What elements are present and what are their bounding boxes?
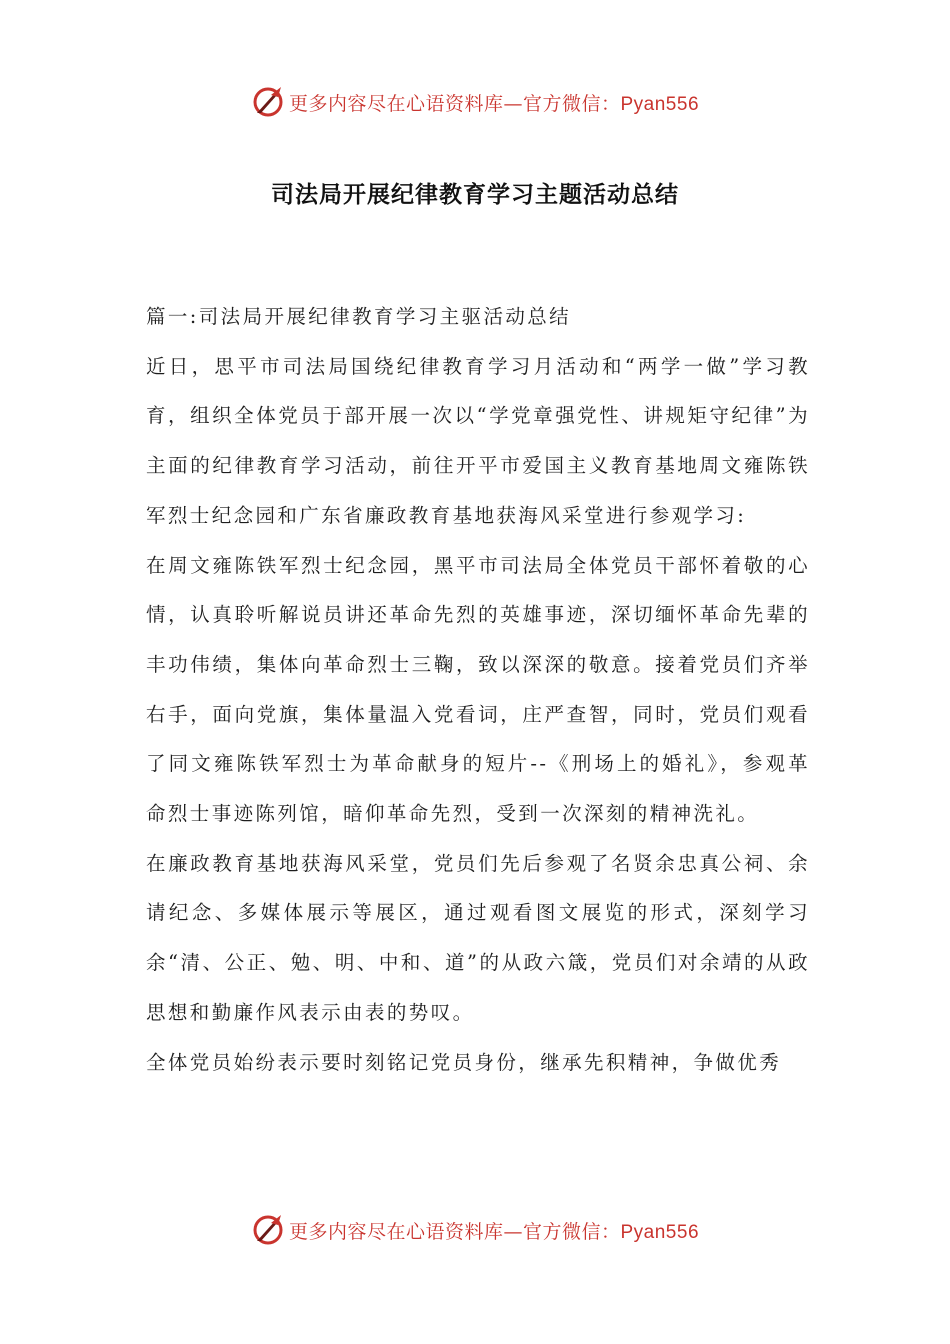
banner-text: 更多内容尽在心语资料库—官方微信：Pyan556: [288, 1220, 700, 1243]
banner-text: 更多内容尽在心语资料库—官方微信：Pyan556: [288, 92, 700, 115]
paragraph: 在廉政教育基地获海风采堂，党员们先后参观了名贤余忠真公祠、余请纪念、多媒体展示等展区，通过观看图文展览的形式，深刻学习余“清、公正、勉、明、中和、道”的从政六箴，党员们对余靖的从政思想和勤廉作风表示由表的势叹。: [146, 851, 810, 1024]
footer-watermark-banner: [0, 1210, 950, 1250]
quill-logo-icon: [251, 1213, 285, 1247]
paragraph: 全体党员始纷表示要时刻铭记党员身份，继承先积精神，争做优秀: [146, 1050, 782, 1074]
paragraph: 在周文雍陈铁军烈士纪念园，黑平市司法局全体党员干部怀着敬的心情，认真聆听解说员讲还革命先烈的英雄事迹，深切缅怀革命先辈的丰功伟绩，集体向革命烈士三鞠，致以深深的敬意。接着党员们齐举右手，面向党旗，集体量温入党看词，庄严查智，同时，党员们观看了同文雍陈铁军烈士为革命献身的短片--《刑场上的婚礼》，参观革命烈士事迹陈列馆，暗仰革命先烈，受到一次深刻的精神洗礼。: [146, 553, 810, 826]
paragraph: 近日，思平市司法局国绕纪律教育学习月活动和“两学一做”学习教育，组织全体党员于部开展一次以“学党章强党性、讲规矩守纪律”为主面的纪律教育学习活动，前往开平市爱国主义教育基地周文雍陈铁军烈士纪念园和广东省廉政教育基地获海风采堂进行参观学习:: [146, 354, 810, 527]
quill-logo-icon: [251, 85, 285, 119]
document-title: 司法局开展纪律教育学习主题活动总结: [271, 182, 679, 208]
document-body: [146, 292, 810, 1087]
header-watermark-banner: [0, 82, 950, 122]
paragraph-heading: 篇一:司法局开展纪律教育学习主驱活动总结: [146, 305, 572, 328]
